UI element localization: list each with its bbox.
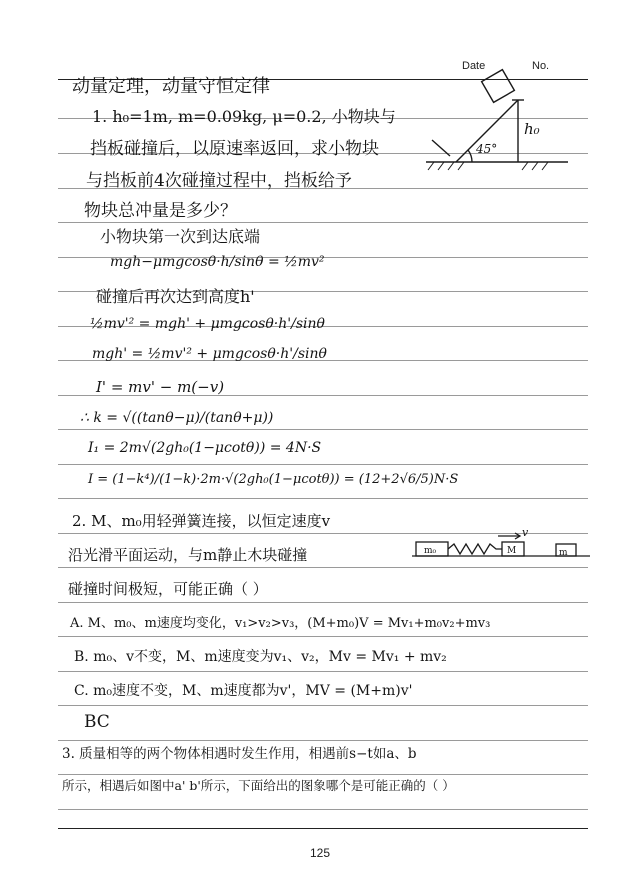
ruled-line: [58, 774, 588, 775]
equation-5: ∴ k = √((tanθ−μ)/(tanθ+μ)): [80, 410, 274, 426]
block-M-label: M: [507, 546, 517, 556]
ruled-line: [58, 636, 588, 637]
ruled-line: [58, 498, 588, 499]
block-m-label: m: [559, 548, 568, 558]
incline-figure: [420, 70, 570, 180]
angle-arc: [468, 150, 472, 162]
block-shape: [482, 70, 515, 103]
ruled-line: [58, 705, 588, 706]
problem-2-line-2: 沿光滑平面运动，与m静止木块碰撞: [68, 546, 308, 564]
problem-1-line-4: 物块总冲量是多少？: [84, 201, 237, 221]
problem-1-line-3: 与挡板前4次碰撞过程中，挡板给予: [86, 171, 352, 191]
footer-rule: [58, 828, 588, 829]
equation-3: mgh' = ½mv'² + μmgcosθ·h'/sinθ: [92, 346, 327, 362]
page-number: 125: [309, 846, 331, 860]
ruled-line: [58, 429, 588, 430]
solution-step-2: 碰撞后再次达到高度h': [96, 287, 255, 306]
equation-2: ½mv'² = mgh' + μmgcosθ·h'/sinθ: [90, 316, 325, 332]
ruled-line: [58, 464, 588, 465]
ruled-line: [58, 809, 588, 810]
ruled-line: [58, 671, 588, 672]
problem-3-line-1: 3. 质量相等的两个物体相遇时发生作用，相遇前s−t如a、b: [62, 746, 417, 762]
angle-label: 45°: [476, 142, 498, 156]
height-label: h₀: [524, 120, 540, 138]
problem-1-line-1: 1. h₀=1m, m=0.09kg, μ=0.2, 小物块与: [92, 107, 396, 126]
ruled-line: [58, 740, 588, 741]
option-a: A. M、m₀、m速度均变化，v₁>v₂>v₃，(M+m₀)V = Mv₁+m₀v₂+mv₃: [70, 616, 491, 631]
ruled-line: [58, 567, 588, 568]
ruled-line: [58, 602, 588, 603]
velocity-label: v: [522, 526, 529, 539]
problem-1-line-2: 挡板碰撞后，以原速率返回，求小物块: [90, 139, 379, 159]
option-c: C. m₀速度不变，M、m速度都为v'，MV = (M+m)v': [74, 683, 413, 699]
block-m0-label: m₀: [424, 546, 437, 556]
ruled-line: [58, 222, 588, 223]
section-heading: 动量定理，动量守恒定律: [72, 76, 270, 97]
equation-1: mgh−μmgcosθ·h/sinθ = ½mv²: [110, 254, 325, 270]
date-label: Date: [462, 60, 486, 72]
problem-3-line-2: 所示，相遇后如图中a' b'所示，下面给出的图象哪个是可能正确的（ ）: [62, 778, 455, 793]
problem-2-line-1: 2. M、m₀用轻弹簧连接，以恒定速度v: [72, 512, 331, 530]
equation-4: I' = mv' − m(−v): [96, 378, 225, 396]
equation-6: I₁ = 2m√(2gh₀(1−μcotθ)) = 4N·S: [88, 440, 322, 456]
problem-2-line-3: 碰撞时间极短，可能正确（ ）: [68, 580, 268, 598]
answer: BC: [84, 712, 110, 732]
solution-step-1: 小物块第一次到达底端: [100, 227, 261, 246]
option-b: B. m₀、v不变，M、m速度变为v₁、v₂，Mv = Mv₁ + mv₂: [74, 649, 447, 665]
baffle-line: [432, 140, 450, 156]
spring-coil: [448, 544, 502, 554]
equation-7: I = (1−k⁴)/(1−k)·2m·√(2gh₀(1−μcotθ)) = (12+2√6/5)N·S: [88, 472, 459, 487]
number-label: No.: [532, 60, 550, 72]
